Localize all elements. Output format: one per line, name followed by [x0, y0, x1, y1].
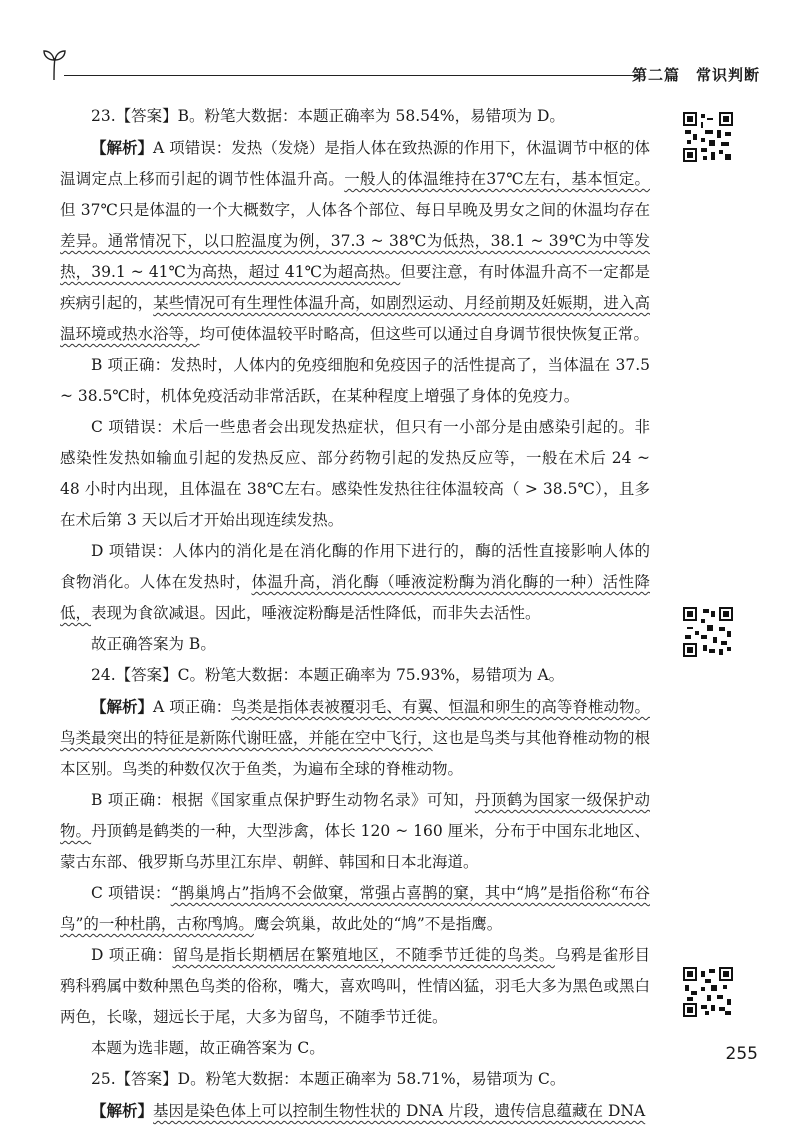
q23-answer: 23.【答案】B。粉笔大数据：本题正确率为 58.54%，易错项为 D。 [91, 107, 565, 125]
page-header [40, 38, 760, 84]
q23-analysis-d: D 项错误：人体内的消化是在消化酶的作用下进行的，酶的活性直接影响人体的食物消化。人体在发热时，体温升高，消化酶（唾液淀粉酶为消化酶的一种）活性降低，表现为食欲减退。因此，唾液淀粉酶是活性降低，而非失去活性。 [60, 542, 650, 622]
q24-analysis-d: D 项正确：留鸟是指长期栖居在繁殖地区，不随季节迁徙的鸟类。乌鸦是雀形目鸦科鸦属中数种黑色鸟类的俗称，嘴大，喜欢鸣叫，性情凶猛，羽毛大多为黑色或黑白两色，长喙，翅远长于尾，大多为留鸟，不随季节迁徙。 [60, 946, 650, 1026]
header-rule [64, 75, 638, 76]
answer-label: 25.【答案】 [91, 1070, 178, 1088]
q24-analysis-b: B 项正确：根据《国家重点保护野生动物名录》可知，丹顶鹤为国家一级保护动物。丹顶鹤是鹤类的一种，大型涉禽，体长 120 ~ 160 厘米，分布于中国东北地区、蒙古东部、俄罗斯乌苏里江东岸、朝鲜、韩国和日本北海道。 [60, 791, 650, 871]
section-title: 第二篇 常识判断 [631, 66, 760, 84]
q25-answer: 25.【答案】D。粉笔大数据：本题正确率为 58.71%，易错项为 C。 [91, 1070, 566, 1088]
q23-analysis-c: C 项错误：术后一些患者会出现发热症状，但只有一小部分是由感染引起的。非感染性发热如输血引起的发热反应、部分药物引起的发热反应等，一般在术后 24 ~ 48 小时内出现，且体温在 38℃左右。感染性发热往往体温较高（ > 38.5℃），且多在术后第 3 天以后才开始出现连续发热。 [60, 418, 650, 529]
q25-analysis-a: 【解析】基因是染色体上可以控制生物性状的 DNA 片段，遗传信息蕴藏在 DNA [91, 1101, 646, 1120]
analysis-label: 【解析】 [91, 697, 154, 716]
page-number: 255 [725, 1044, 758, 1064]
q24-analysis-c: C 项错误：“鹊巢鸠占”指鸠不会做窠，常强占喜鹊的窠，其中“鸠”是指俗称“布谷鸟”的一种杜鹃，古称鸤鸠。鹰会筑巢，故此处的“鸠”不是指鹰。 [60, 884, 650, 933]
q24-answer: 24.【答案】C。粉笔大数据：本题正确率为 75.93%，易错项为 A。 [91, 666, 565, 684]
analysis-label: 【解析】 [91, 138, 154, 157]
q23-analysis-a: 【解析】A 项错误：发热（发烧）是指人体在致热源的作用下，休温调节中枢的体温调定点上移而引起的调节性体温升高。一般人的体温维持在37℃左右，基本恒定。但 37℃只是体温的一个大概数字，人体各个部位、每日早晚及男女之间的休温均存在差异。通常情况下，以口腔温度为例，37.3 ~ 38℃为低热，38.1 ~ 39℃为中等发热，39.1 ~ 41℃为高热，超过 41℃为超高热。但要注意，有时体温升高不一定都是疾病引起的，某些情况可有生理性体温升高，如剧烈运动、月经前期及妊娠期，进入高温环境或热水浴等，均可使体温较平时略高，但这些可以通过自身调节很快恢复正常。 [60, 138, 650, 343]
q24-conclusion: 本题为选非题，故正确答案为 C。 [91, 1039, 325, 1057]
q24-analysis-a: 【解析】A 项正确：鸟类是指体表被覆羽毛、有翼、恒温和卵生的高等脊椎动物。鸟类最突出的特征是新陈代谢旺盛，并能在空中飞行，这也是鸟类与其他脊椎动物的根本区别。鸟类的种数仅次于鱼类，为遍布全球的脊椎动物。 [60, 697, 650, 778]
answer-explanations [60, 101, 650, 1127]
q23-analysis-b: B 项正确：发热时，人体内的免疫细胞和免疫因子的活性提高了，当体温在 37.5 ~ 38.5℃时，机体免疫活动非常活跃，在某种程度上增强了身体的免疫力。 [60, 356, 650, 405]
qr-code-icon[interactable] [683, 112, 733, 162]
qr-code-icon[interactable] [683, 967, 733, 1017]
analysis-label: 【解析】 [91, 1101, 154, 1120]
leaf-icon [40, 46, 70, 82]
answer-label: 23.【答案】 [91, 107, 178, 125]
answer-label: 24.【答案】 [91, 666, 178, 684]
qr-code-icon[interactable] [683, 607, 733, 657]
q23-conclusion: 故正确答案为 B。 [91, 635, 216, 653]
